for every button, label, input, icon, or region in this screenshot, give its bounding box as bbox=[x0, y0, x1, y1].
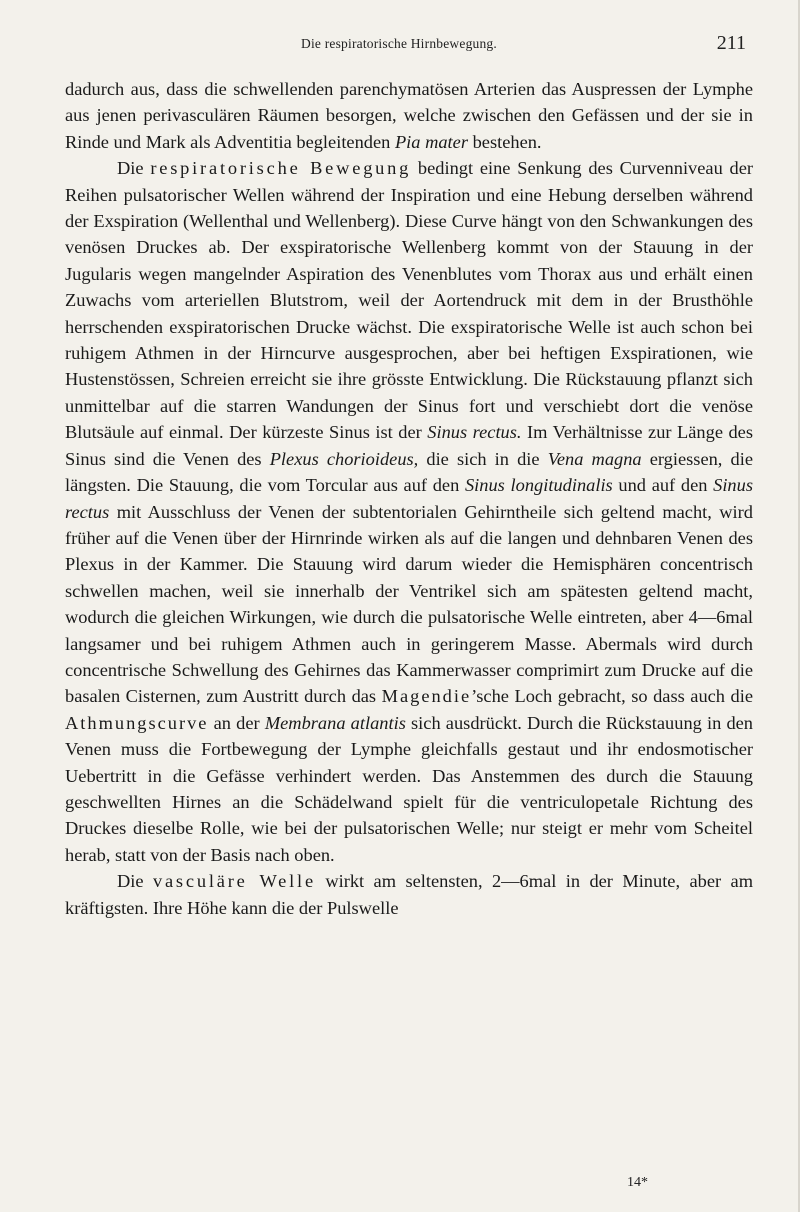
text-run: bestehen. bbox=[467, 131, 542, 152]
italic-term: Plexus chorioideus, bbox=[269, 448, 419, 469]
emphasized-term: respiratorische Bewegung bbox=[150, 158, 412, 179]
text-run: Im Verhältnisse zur Länge des Sinus sind die Venen des bbox=[65, 422, 754, 469]
emphasized-term: Magendie bbox=[381, 686, 472, 707]
italic-term: Sinus rectus. bbox=[427, 422, 522, 443]
text-run: und auf den bbox=[612, 475, 714, 496]
emphasized-term: Athmungscurve bbox=[65, 712, 209, 733]
text-run: ergiessen, die längsten. Die Stauung, die vom Torcular aus auf den bbox=[65, 448, 753, 496]
text-run: ’sche Loch gebracht, so dass auch die bbox=[471, 686, 753, 707]
paragraph bbox=[65, 155, 753, 868]
paragraph bbox=[65, 76, 753, 155]
signature-mark: 14* bbox=[627, 1175, 648, 1190]
text-run: die sich in die bbox=[418, 448, 548, 469]
emphasized-term: vasculäre Welle bbox=[152, 871, 316, 892]
text-run: an der bbox=[208, 712, 265, 733]
text-run: wirkt am seltensten, 2—6mal in der Minute, aber am kräftigsten. Ihre Höhe kann die der Pulswelle bbox=[65, 871, 753, 918]
paragraph bbox=[65, 868, 753, 921]
text-run: Die bbox=[117, 158, 151, 179]
running-title: Die respiratorische Hirnbewegung. bbox=[301, 36, 497, 51]
italic-term: Sinus rectus bbox=[65, 475, 753, 522]
text-run: Die bbox=[117, 871, 153, 892]
text-run: mit Ausschluss der Venen der subtentorialen Gehirntheile sich geltend macht, wird früher auf die Venen über der Hirnrinde wirken als auf die langen und dehnbaren Venen des Plexus in der Kammer. Die Stauung wird darum wieder die Hemisphären concentrisch schwellen machen, weil sie innerhalb der Ventrikel sich am spätesten geltend macht, wodurch die gleichen Wirkungen, wie durch die pulsatorische Welle eintreten, aber 4—6mal langsamer und bei ruhigem Athmen auch in geringerem Masse. Abermals wird durch concentrische Schwellung des Gehirnes das Kammerwasser comprimirt zum Drucke auf die basalen Cisternen, zum Austritt durch das bbox=[65, 501, 753, 707]
text-run: bedingt eine Senkung des Curvenniveau der Reihen pulsatorischer Wellen während der Inspiration und eine Hebung derselben während der Exspiration (Wellenthal und Wellenberg). Diese Curve hängt von den Schwankungen des venösen Druckes ab. Der exspiratorische Wellenberg kommt von der Stauung in der Jugularis wegen mangelnder Aspiration des Venenblutes vom Thorax aus und erhält einen Zuwachs vom arteriellen Blutstrom, weil der Aortendruck mit dem in der Brusthöhle herrschenden exspiratorischen Drucke wächst. Die exspiratorische Welle ist auch schon bei ruhigem Athmen in der Hirncurve ausgesprochen, aber bei heftigen Exspirationen, wie Hustenstössen, Schreien erreicht sie ihre grösste Entwicklung. Die Rückstauung pflanzt sich unmittelbar auf die starren Wandungen der Sinus fort und verschiebt dort die venöse Blutsäule auf einmal. Der kürzeste Sinus ist der bbox=[65, 158, 754, 443]
italic-term: Membrana atlantis bbox=[264, 712, 406, 733]
running-head bbox=[0, 32, 798, 58]
italic-term: Sinus longitudinalis bbox=[464, 475, 613, 496]
body-text bbox=[65, 76, 753, 921]
text-run: dadurch aus, dass die schwellenden parenchymatösen Arterien das Auspressen der Lymphe aus jenen perivasculären Räumen besorgen, welche zwischen den Gefässen und der sie in Rinde und Mark als Adventitia begleitenden bbox=[65, 79, 753, 152]
italic-term: Vena magna bbox=[547, 448, 642, 469]
text-run: sich ausdrückt. Durch die Rückstauung in den Venen muss die Fortbewegung der Lymphe gleichfalls gestaut und ihr endosmotischer Uebertritt in die Gefässe verhindert werden. Das Anstemmen des durch die Stauung geschwellten Hirnes an die Schädelwand spielt für die ventriculopetale Richtung des Druckes dieselbe Rolle, wie bei der pulsatorischen Welle; nur steigt er mehr vom Scheitel herab, statt von der Basis nach oben. bbox=[65, 712, 754, 865]
page-number: 211 bbox=[716, 32, 746, 54]
italic-term: Pia mater bbox=[394, 131, 468, 152]
